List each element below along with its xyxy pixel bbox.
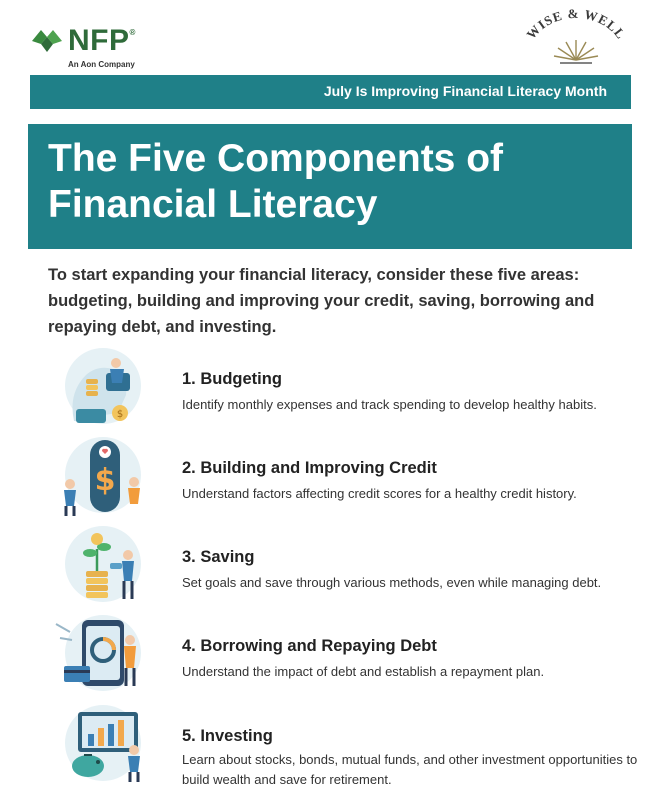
component-description: Identify monthly expenses and track spending to develop healthy habits. (182, 397, 597, 412)
banner-text: July Is Improving Financial Literacy Month (323, 83, 607, 99)
component-credit (48, 432, 648, 518)
nfp-logo (30, 22, 170, 72)
wise-well-logo (520, 8, 632, 70)
component-saving (48, 521, 648, 607)
component-heading: 1. Budgeting (182, 370, 282, 388)
page-title-line-2: Financial Literacy (48, 183, 378, 226)
logo-tagline: An Aon Company (68, 60, 135, 69)
component-description: Learn about stocks, bonds, mutual funds, and other investment opportunities to build wealth and save for retirement. (182, 752, 638, 787)
svg-text:WISE & WELL (523, 8, 628, 42)
component-description: Understand the impact of debt and establish a repayment plan. (182, 664, 545, 679)
intro-paragraph: To start expanding your financial literacy, consider these five areas: budgeting, building and improving your credit, saving, borrowing and repaying debt, and investing. (48, 266, 595, 336)
svg-text:$: $ (116, 409, 124, 420)
credit-illustration-icon (48, 432, 158, 518)
logo-wordmark: NFP® (68, 24, 136, 57)
title-box (28, 124, 632, 249)
component-heading: 5. Investing (182, 727, 273, 745)
month-banner (30, 75, 631, 109)
component-heading: 4. Borrowing and Repaying Debt (182, 637, 437, 655)
budgeting-illustration-icon (48, 343, 158, 429)
nfp-leaf-icon (30, 26, 64, 56)
component-heading: 2. Building and Improving Credit (182, 459, 437, 477)
component-investing (48, 700, 648, 786)
component-debt (48, 610, 648, 696)
wise-well-text: WISE & WELL (523, 8, 629, 42)
svg-text:$: $ (94, 463, 116, 498)
component-description: Understand factors affecting credit scores for a healthy credit history. (182, 486, 577, 501)
debt-illustration-icon (48, 610, 158, 696)
component-budgeting (48, 343, 648, 429)
saving-illustration-icon (48, 521, 158, 607)
component-heading: 3. Saving (182, 548, 255, 566)
component-description: Set goals and save through various methods, even while managing debt. (182, 575, 602, 590)
page-title-line-1: The Five Components of (48, 137, 504, 180)
investing-illustration-icon (48, 700, 158, 786)
